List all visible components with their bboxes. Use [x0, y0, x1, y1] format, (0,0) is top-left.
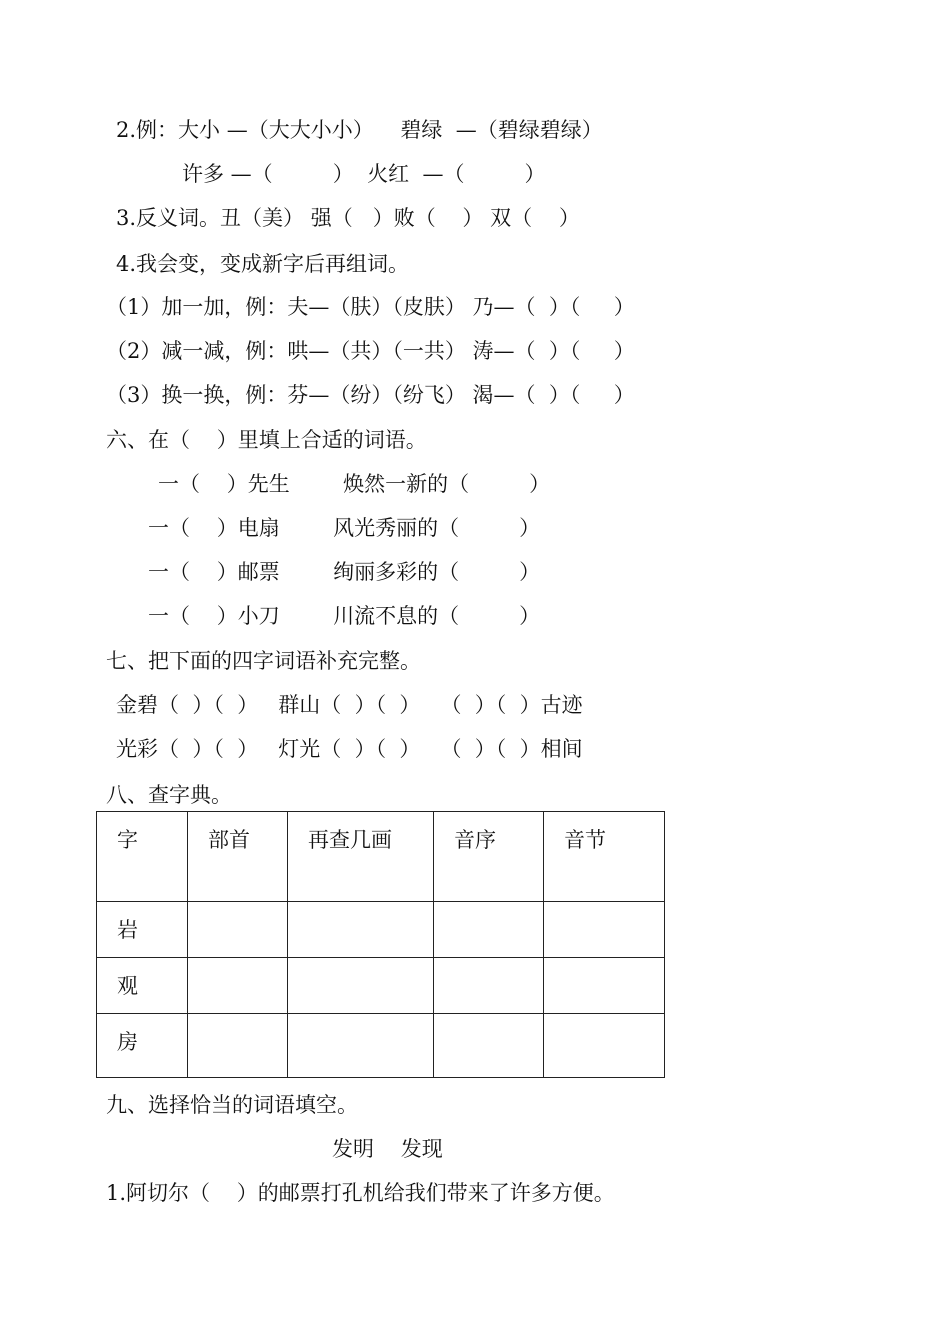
section-9-title: 九、选择恰当的词语填空。 [106, 1093, 358, 1117]
header-cell-char: 字 [97, 812, 188, 902]
table-cell[interactable] [544, 958, 665, 1014]
table-cell[interactable] [288, 958, 434, 1014]
section-9-word-choices: 发明 发现 [332, 1137, 443, 1161]
header-cell-radical: 部首 [188, 812, 288, 902]
table-cell: 岩 [97, 902, 188, 958]
section-6-item-3: 一（ ）邮票 绚丽多彩的（ ） [148, 560, 541, 584]
section-7-item-1: 金碧（ ）（ ） 群山（ ）（ ） （ ）（ ）古迹 [116, 693, 583, 717]
table-row [97, 958, 665, 1014]
table-cell[interactable] [544, 902, 665, 958]
table-row [97, 1014, 665, 1078]
table-cell: 观 [97, 958, 188, 1014]
q3-antonyms-line: 3.反义词。丑（美） 强（ ）败（ ） 双（ ） [116, 206, 580, 230]
table-cell[interactable] [434, 1014, 544, 1078]
section-6-title: 六、在（ ）里填上合适的词语。 [106, 428, 427, 452]
q4-item-1: （1）加一加，例：夫—（肤）（皮肤） 乃—（ ）（ ） [106, 295, 635, 319]
section-7-item-2: 光彩（ ）（ ） 灯光（ ）（ ） （ ）（ ）相间 [116, 737, 583, 761]
table-cell[interactable] [434, 958, 544, 1014]
table-cell[interactable] [288, 1014, 434, 1078]
section-8-title: 八、查字典。 [106, 783, 232, 807]
header-cell-initial: 音序 [434, 812, 544, 902]
section-6-item-1: 一（ ）先生 焕然一新的（ ） [158, 472, 551, 496]
table-cell: 房 [97, 1014, 188, 1078]
q4-item-3: （3）换一换，例：芬—（纷）（纷飞） 渴—（ ）（ ） [106, 383, 635, 407]
table-cell[interactable] [188, 1014, 288, 1078]
table-cell[interactable] [188, 902, 288, 958]
table-cell[interactable] [188, 958, 288, 1014]
section-9-item-1: 1.阿切尔（ ）的邮票打孔机给我们带来了许多方便。 [106, 1181, 615, 1205]
table-row [97, 902, 665, 958]
header-cell-syllable: 音节 [544, 812, 665, 902]
dictionary-table [96, 811, 665, 1078]
q2-items-line: 许多 —（ ） 火红 —（ ） [182, 162, 546, 186]
section-6-item-2: 一（ ）电扇 风光秀丽的（ ） [148, 516, 541, 540]
header-cell-strokes: 再查几画 [288, 812, 434, 902]
section-6-item-4: 一（ ）小刀 川流不息的（ ） [148, 604, 541, 628]
table-header-row [97, 812, 665, 902]
table-cell[interactable] [544, 1014, 665, 1078]
table-cell[interactable] [434, 902, 544, 958]
section-7-title: 七、把下面的四字词语补充完整。 [106, 649, 421, 673]
q2-example-line: 2.例：大小 —（大大小小） 碧绿 —（碧绿碧绿） [116, 118, 603, 142]
q4-title: 4.我会变，变成新字后再组词。 [116, 252, 410, 276]
table-cell[interactable] [288, 902, 434, 958]
q4-item-2: （2）减一减，例：哄—（共）（一共） 涛—（ ）（ ） [106, 339, 635, 363]
